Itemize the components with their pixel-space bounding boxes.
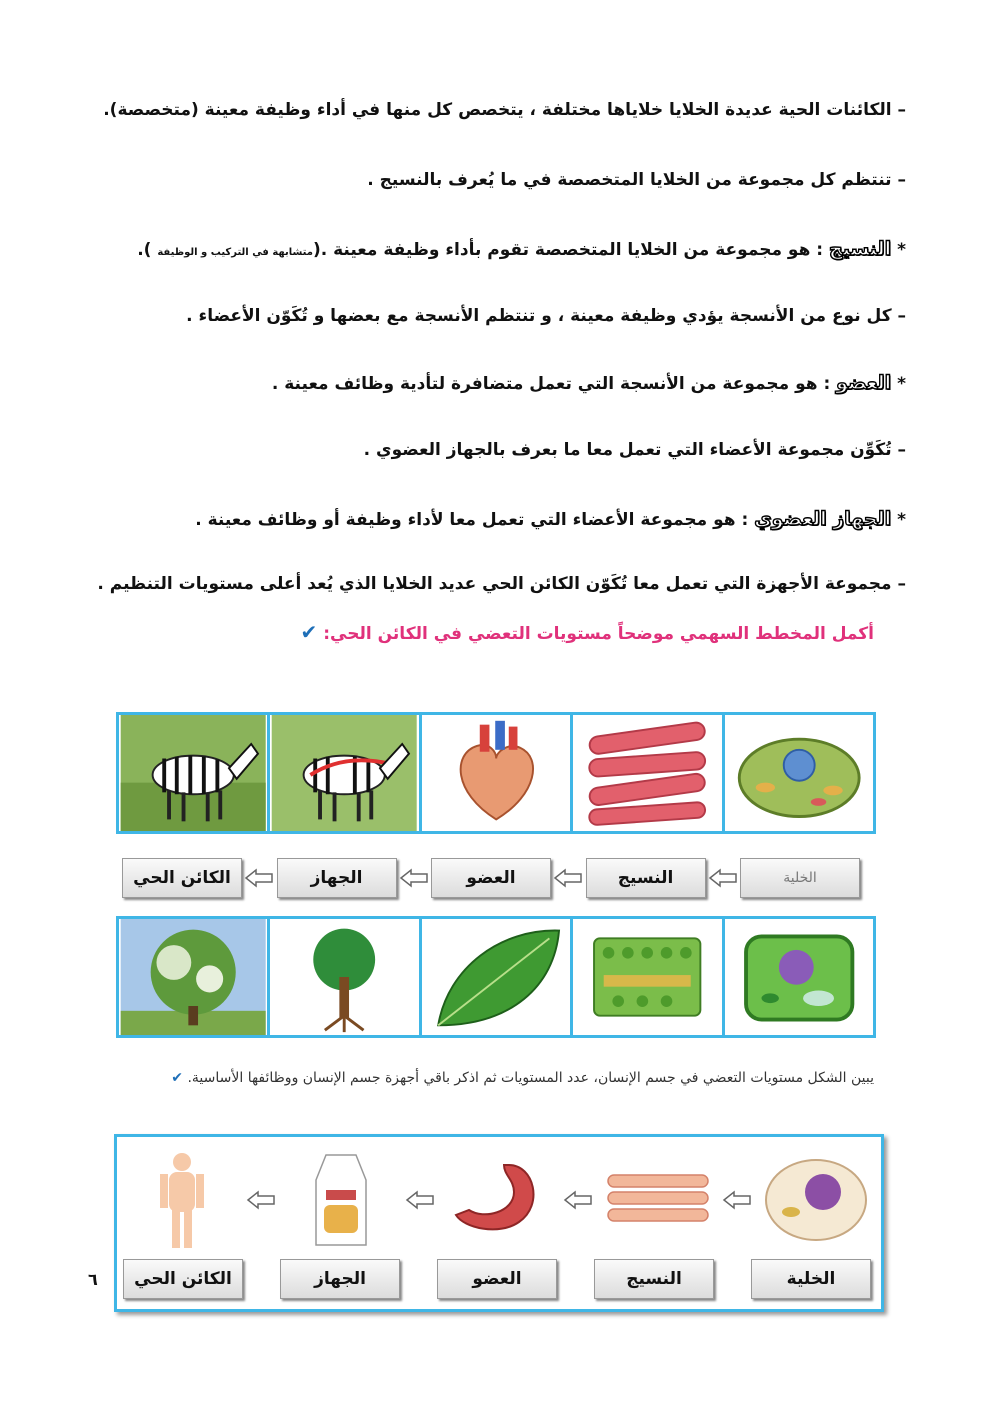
text-line-8: – مجموعة الأجهزة التي تعمل معا تُكَوّن الكائن الحي عديد الخلايا الذي يُعد أعلى مستويات التنظيم . xyxy=(97,574,906,594)
human-tissue-image xyxy=(603,1150,713,1250)
term-organ-system: الجهاز العضوي xyxy=(754,508,892,530)
label-system: الجهاز xyxy=(277,858,397,898)
diagram-heading: أكمل المخطط السهمي موضحاً مستويات التعضي في الكائن الحي:✔ xyxy=(300,620,874,644)
label-organ: العضو xyxy=(437,1259,557,1299)
text-line-1: – الكائنات الحية عديدة الخلايا خلاياها مختلفة ، يتخصص كل منها في أداء وظيفة معينة (متخصصة). xyxy=(103,100,906,120)
chevron-down-icon: ✔ xyxy=(300,620,318,644)
animal-image-row xyxy=(116,712,876,834)
instruction-paragraph: يبين الشكل مستويات التعضي في جسم الإنسان، عدد المستويات ثم اذكر باقي أجهزة جسم الإنسان ووظائفها الأساسية. ✔ xyxy=(171,1070,874,1086)
arrow-left-icon xyxy=(708,868,738,888)
text-line-6: – تُكَوِّن مجموعة الأعضاء التي تعمل معا ما بعرف بالجهاز العضوي . xyxy=(363,440,906,460)
stomach-organ-image xyxy=(444,1150,554,1250)
tree-system-image xyxy=(267,919,418,1035)
text-line-4: – كل نوع من الأنسجة يؤدي وظيفة معينة ، و تنتظم الأنسجة مع بعضها و تُكَوّن الأعضاء . xyxy=(186,306,906,326)
human-label-row xyxy=(123,1259,871,1299)
animal-cell-image xyxy=(722,715,873,831)
tree-organism-image xyxy=(119,919,267,1035)
label-organism: الكائن الحي xyxy=(123,1259,243,1299)
page-number: ٦ xyxy=(88,1270,98,1289)
human-levels-box xyxy=(114,1134,884,1312)
arrow-left-icon xyxy=(553,868,583,888)
text-line-7: * الجهاز العضوي : هو مجموعة الأعضاء التي تعمل معا لأداء وظيفة أو وظائف معينة . xyxy=(195,508,906,530)
label-organism: الكائن الحي xyxy=(122,858,242,898)
arrow-left-icon xyxy=(399,868,429,888)
term-tissue: النسيج xyxy=(829,238,892,260)
label-organ: العضو xyxy=(431,858,551,898)
label-tissue: النسيج xyxy=(586,858,706,898)
arrow-left-icon xyxy=(246,1190,276,1210)
text-line-3: * النسيج : هو مجموعة من الخلايا المتخصصة تقوم بأداء وظيفة معينة .(متشابهة في التركيب و الوظيفة ). xyxy=(137,238,906,260)
human-image-row xyxy=(127,1145,871,1255)
plant-cell-image xyxy=(722,919,873,1035)
zebra-circulatory-system-image xyxy=(267,715,418,831)
arrow-left-icon xyxy=(405,1190,435,1210)
text-line-2: – تنتظم كل مجموعة من الخلايا المتخصصة في ما يُعرف بالنسيج . xyxy=(367,170,906,190)
digestive-system-image xyxy=(286,1150,396,1250)
heart-organ-image xyxy=(419,715,570,831)
label-cell: الخلية xyxy=(751,1259,871,1299)
plant-image-row xyxy=(116,916,876,1038)
arrow-left-icon xyxy=(244,868,274,888)
animal-label-row xyxy=(122,856,860,900)
muscle-tissue-image xyxy=(570,715,721,831)
human-cell-image xyxy=(761,1150,871,1250)
arrow-left-icon xyxy=(563,1190,593,1210)
label-system: الجهاز xyxy=(280,1259,400,1299)
label-cell: الخلية xyxy=(740,858,860,898)
term-organ: العضو xyxy=(836,372,892,394)
leaf-tissue-image xyxy=(570,919,721,1035)
arrow-left-icon xyxy=(722,1190,752,1210)
text-line-5: * العضو : هو مجموعة من الأنسجة التي تعمل متضافرة لتأدية وظائف معينة . xyxy=(271,372,906,394)
label-tissue: النسيج xyxy=(594,1259,714,1299)
leaf-organ-image xyxy=(419,919,570,1035)
zebra-organism-image xyxy=(119,715,267,831)
chevron-down-icon: ✔ xyxy=(171,1070,184,1086)
human-body-image xyxy=(127,1150,237,1250)
